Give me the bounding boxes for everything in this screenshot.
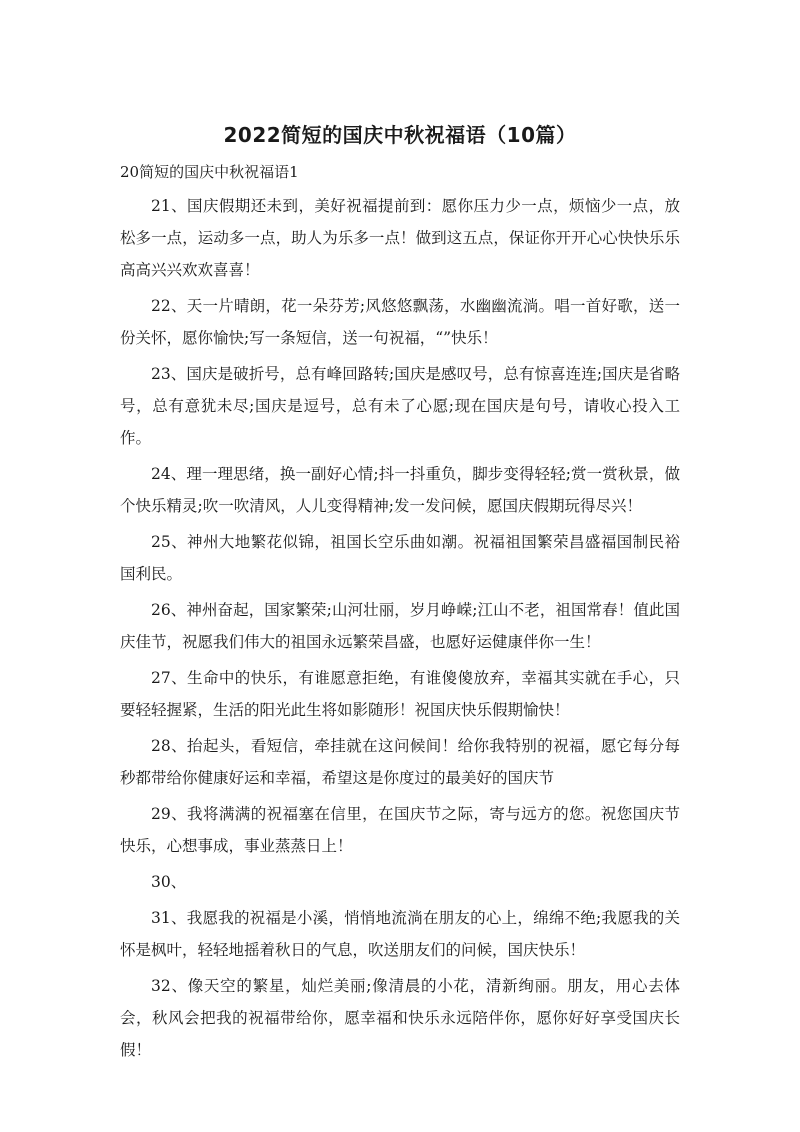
document-title: 2022简短的国庆中秋祝福语（10篇） xyxy=(223,123,577,147)
greeting-item-29: 29、我将满满的祝福塞在信里，在国庆节之际，寄与远方的您。祝您国庆节快乐，心想事成，事业蒸蒸日上！ xyxy=(120,805,680,855)
greeting-item-27: 27、生命中的快乐，有谁愿意拒绝，有谁傻傻放弃，幸福其实就在手心，只要轻轻握紧，生活的阳光此生将如影随形！祝国庆快乐假期愉快！ xyxy=(120,669,680,719)
greeting-item-21: 21、国庆假期还未到，美好祝福提前到：愿你压力少一点，烦恼少一点，放松多一点，运动多一点，助人为乐多一点！做到这五点，保证你开开心心快快乐乐高高兴兴欢欢喜喜！ xyxy=(120,197,680,279)
greeting-item-23: 23、国庆是破折号，总有峰回路转;国庆是感叹号，总有惊喜连连;国庆是省略号，总有意犹未尽;国庆是逗号，总有未了心愿;现在国庆是句号，请收心投入工作。 xyxy=(120,365,680,447)
greeting-list xyxy=(120,190,680,1066)
greeting-item-32: 32、像天空的繁星，灿烂美丽;像清晨的小花，清新绚丽。朋友，用心去体会，秋风会把我的祝福带给你，愿幸福和快乐永远陪伴你，愿你好好享受国庆长假！ xyxy=(120,977,680,1059)
document-page xyxy=(120,118,680,1070)
greeting-item-22: 22、天一片晴朗，花一朵芬芳;风悠悠飘荡，水幽幽流淌。唱一首好歌，送一份关怀，愿你愉快;写一条短信，送一句祝福，“”快乐！ xyxy=(120,297,680,347)
document-subtitle: 20简短的国庆中秋祝福语1 xyxy=(120,163,299,181)
greeting-item-24: 24、理一理思绪，换一副好心情;抖一抖重负，脚步变得轻轻;赏一赏秋景，做个快乐精灵;吹一吹清风，人儿变得精神;发一发问候，愿国庆假期玩得尽兴！ xyxy=(120,465,680,515)
greeting-item-30: 30、 xyxy=(151,873,187,891)
greeting-item-25: 25、神州大地繁花似锦，祖国长空乐曲如潮。祝福祖国繁荣昌盛福国制民裕国利民。 xyxy=(120,533,680,583)
greeting-item-26: 26、神州奋起，国家繁荣;山河壮丽，岁月峥嵘;江山不老，祖国常春！值此国庆佳节，祝愿我们伟大的祖国永远繁荣昌盛，也愿好运健康伴你一生！ xyxy=(120,601,680,651)
greeting-item-28: 28、抬起头，看短信，牵挂就在这问候间！给你我特别的祝福，愿它每分每秒都带给你健康好运和幸福，希望这是你度过的最美好的国庆节 xyxy=(120,737,680,787)
greeting-item-31: 31、我愿我的祝福是小溪，悄悄地流淌在朋友的心上，绵绵不绝;我愿我的关怀是枫叶，轻轻地摇着秋日的气息，吹送朋友们的问候，国庆快乐！ xyxy=(120,909,680,959)
